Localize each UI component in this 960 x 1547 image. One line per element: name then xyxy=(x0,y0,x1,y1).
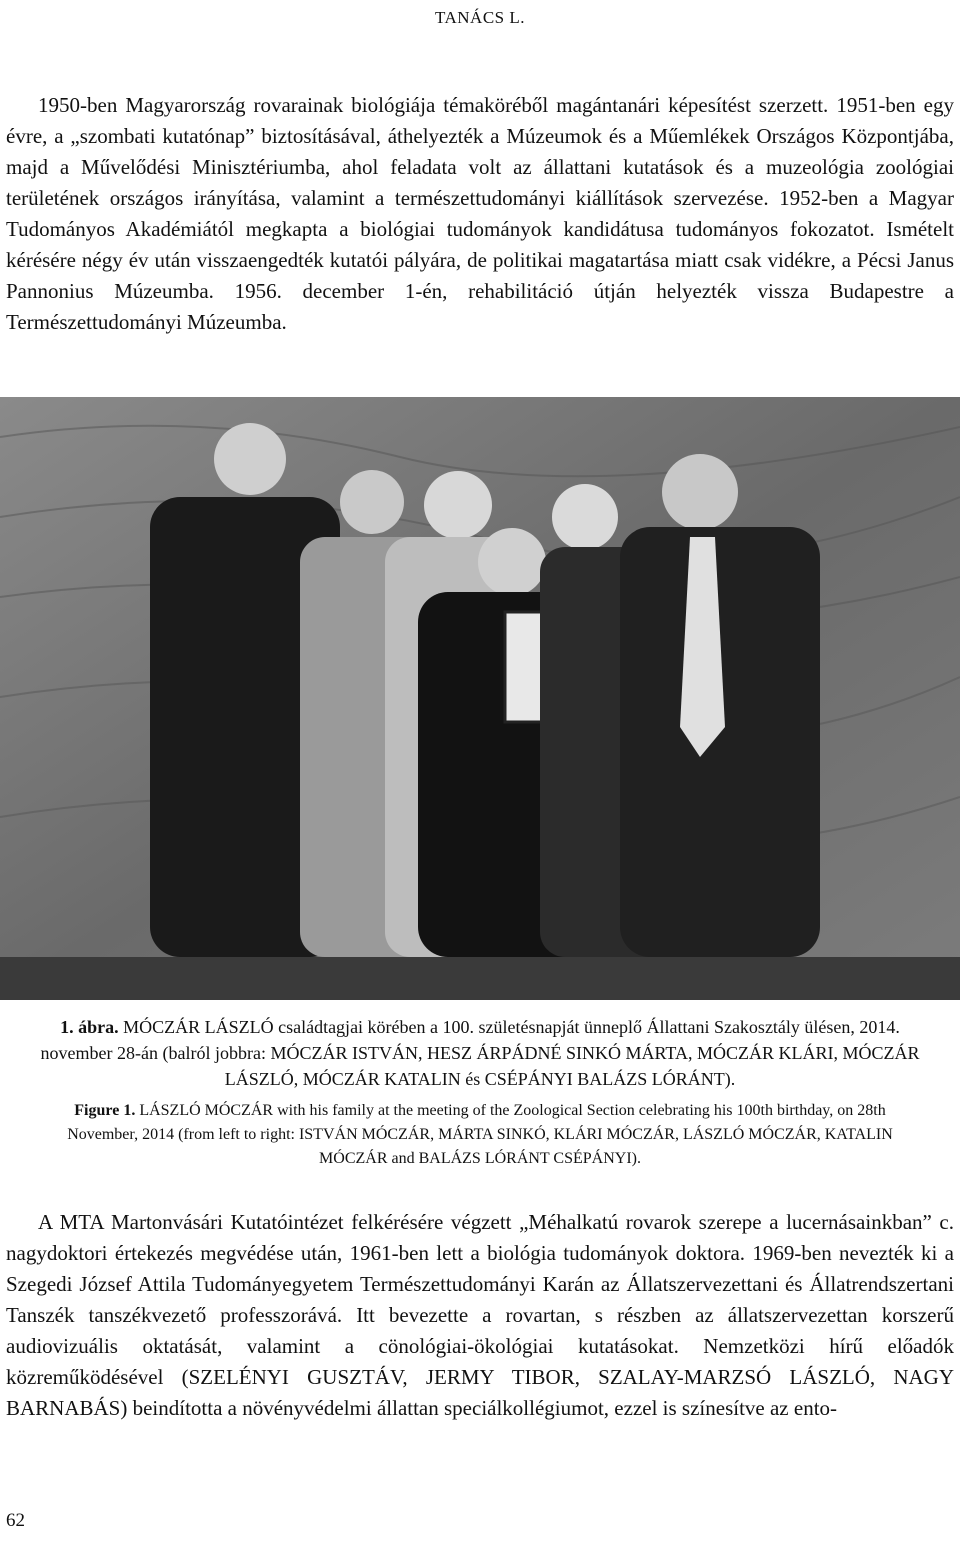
body-paragraph-2: A MTA Martonvásári Kutatóintézet felkérésére végzett „Méhalkatú rovarok szerepe a lucernásainkban” c. nagydoktori értekezés megvédése után, 1961-ben lett a biológia tudományok doktora. 1969-ben nevezték ki a Szegedi József Attila Tudományegyetem Természettudományi Karán az Állatszervezettani és Állatrendszertani Tanszék tanszékvezető professzorává. Itt bevezette a rovartan, s részben az állatszervezettan korszerű audiovizuális oktatását, valamint a cönológiai-ökológiai kutatásokat. Nemzetközi hírű előadók közreműködésével (SZELÉNYI GUSZTÁV, JERMY TIBOR, SZALAY-MARZSÓ LÁSZLÓ, NAGY BARNABÁS) beindította a növényvédelmi állattan speciálkollégiumot, ezzel is színesítve az ento- xyxy=(6,1210,954,1420)
figure-label-hu: 1. ábra. xyxy=(60,1017,119,1037)
figure-caption-en xyxy=(40,1099,920,1171)
group-photo xyxy=(0,397,960,1000)
figure-caption-hu xyxy=(40,1014,920,1092)
page-number: 62 xyxy=(6,1510,25,1531)
figure-label-en: Figure 1. xyxy=(74,1102,136,1119)
group-photo-image xyxy=(0,397,960,1000)
running-head: TANÁCS L. xyxy=(434,8,526,27)
figure-caption-hu-text: MÓCZÁR LÁSZLÓ családtagjai körében a 100. születésnapját ünneplő Állattani Szakosztály ülésen, 2014. november 28-án (balról jobbra: MÓCZÁR ISTVÁN, HESZ ÁRPÁDNÉ SINKÓ MÁRTA, MÓCZÁR KLÁRI, MÓCZÁR LÁSZLÓ, MÓCZÁR KATALIN és CSÉPÁNYI BALÁZS LÓRÁNT). xyxy=(40,1017,920,1089)
figure-caption-en-text: LÁSZLÓ MÓCZÁR with his family at the meeting of the Zoological Section celebrating his 100th birthday, on 28th November, 2014 (from left to right: ISTVÁN MÓCZÁR, MÁRTA SINKÓ, KLÁRI MÓCZÁR, LÁSZLÓ MÓCZÁR, KATALIN MÓCZÁR and BALÁZS LÓRÁNT CSÉPÁNYI). xyxy=(67,1102,893,1167)
body-paragraph-1: 1950-ben Magyarország rovarainak biológiája témaköréből magántanári képesítést szerzett. 1951-ben egy évre, a „szombati kutatónap” biztosításával, áthelyezték a Múzeumok és a Műemlékek Országos Központjába, majd a Művelődési Minisztériumba, ahol feladata volt az állattani kutatások és a muzeológia zoológiai területének országos irányítása, valamint a természettudományi kiállítások szervezése. 1952-ben a Magyar Tudományos Akadémiától megkapta a biológiai tudományok kandidátusa tudományos fokozatot. Ismételt kérésére négy év után visszaengedték kutatói pályára, de politikai magatartása miatt csak vidékre, a Pécsi Janus Pannonius Múzeumba. 1956. december 1-én, rehabilitáció útján helyezték vissza Budapestre a Természettudományi Múzeumba. xyxy=(6,93,954,334)
